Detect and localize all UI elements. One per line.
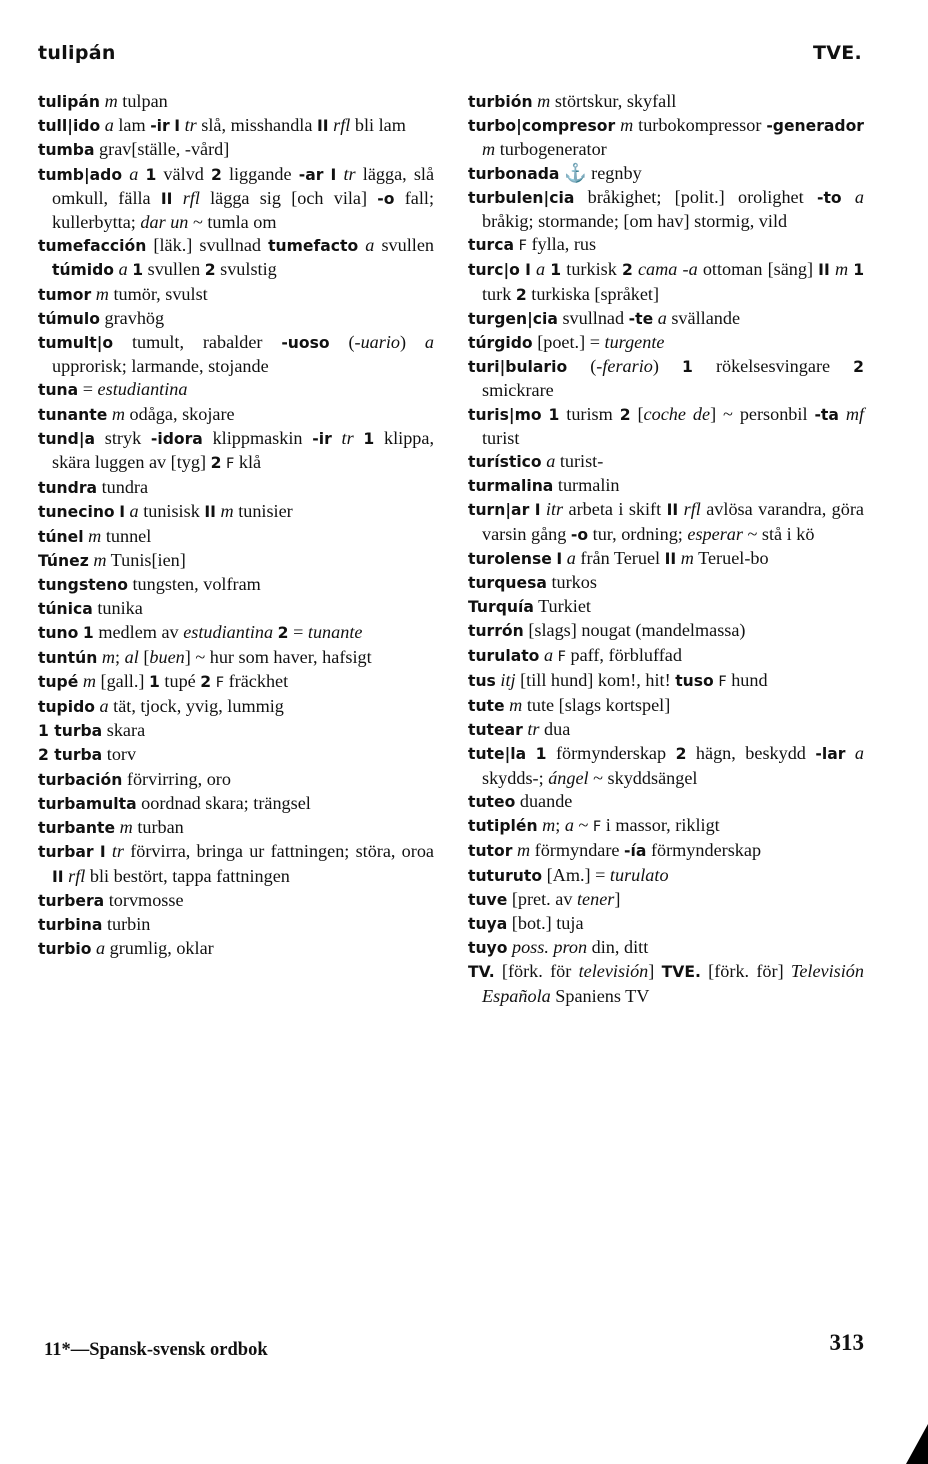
- dictionary-entry: tull|ido a lam -ir I tr slå, misshandla II rfl bli lam: [38, 115, 406, 136]
- footer-book-title: 11*—Spansk-svensk ordbok: [44, 1340, 268, 1360]
- dictionary-entry: turbante m turban: [38, 817, 184, 838]
- dictionary-entry: turbonada ⚓ regnby: [468, 162, 642, 183]
- dictionary-entry: túrgido [poet.] = turgente: [468, 332, 665, 353]
- dictionary-entry: Túnez m Tunis[ien]: [38, 549, 186, 570]
- dictionary-entry: tupido a tät, tjock, yvig, lummig: [38, 696, 284, 717]
- dictionary-entry: tuve [pret. av tener]: [468, 888, 621, 909]
- page-number: 313: [829, 1330, 864, 1355]
- dictionary-entry: TV. [förk. för televisión] TVE. [förk. för] Televisión Española Spaniens TV: [468, 961, 864, 1006]
- dictionary-entry: tumb|ado a 1 välvd 2 liggande -ar I tr lägga, slå omkull, fälla II rfl lägga sig [och vila] -o fall; kullerbytta; dar un ~ tumla om: [38, 163, 435, 233]
- dictionary-entry: tutear tr dua: [468, 719, 571, 740]
- scan-edge-mark: [906, 1424, 928, 1464]
- dictionary-entry: turolense I a från Teruel II m Teruel-bo: [468, 547, 769, 568]
- dictionary-entry: tus itj [till hund] kom!, hit! tuso F hund: [468, 669, 768, 690]
- dictionary-entry: turquesa turkos: [468, 572, 597, 593]
- dictionary-entry: turbo|compresor m turbokompressor -generador m turbogenerator: [468, 115, 864, 160]
- dictionary-entry: turulato a F paff, förbluffad: [468, 644, 682, 665]
- right-column: [468, 90, 864, 1008]
- dictionary-entry: tumefacción [läk.] svullnad tumefacto a svullen túmido a 1 svullen 2 svulstig: [38, 235, 434, 280]
- left-column: [38, 90, 434, 961]
- dictionary-entry: turbar I tr förvirra, bringa ur fattningen; störa, oroa II rfl bli bestört, tappa fattningen: [38, 841, 434, 886]
- dictionary-entry: turgen|cia svullnad -te a svällande: [468, 307, 741, 328]
- dictionary-entry: turis|mo 1 turism 2 [coche de] ~ personbil -ta mf turist: [468, 403, 865, 448]
- dictionary-entry: tumult|o tumult, rabalder -uoso (-uario) a upprorisk; larmande, stojande: [38, 332, 434, 377]
- dictionary-entry: tumor m tumör, svulst: [38, 283, 208, 304]
- dictionary-entry: túnel m tunnel: [38, 525, 152, 546]
- running-head-left: tulipán: [38, 42, 116, 64]
- dictionary-entry: turc|o I a 1 turkisk 2 cama -a ottoman [säng] II m 1 turk 2 turkiska [språket]: [468, 259, 865, 304]
- dictionary-entry: tupé m [gall.] 1 tupé 2 F fräckhet: [38, 670, 289, 691]
- dictionary-entry: tuya [bot.] tuja: [468, 912, 584, 933]
- dictionary-entry: turbina turbin: [38, 913, 151, 934]
- dictionary-entry: tungsteno tungsten, volfram: [38, 574, 261, 595]
- dictionary-entry: tundra tundra: [38, 477, 149, 498]
- dictionary-entry: turi|bulario (-ferario) 1 rökelsesvingare 2 smickrare: [468, 356, 864, 401]
- dictionary-entry: turbación förvirring, oro: [38, 768, 231, 789]
- dictionary-entry: 1 turba skara: [38, 720, 146, 741]
- dictionary-entry: tuyo poss. pron din, ditt: [468, 937, 649, 958]
- dictionary-entry: tute m tute [slags kortspel]: [468, 695, 671, 716]
- dictionary-entry: turbio a grumlig, oklar: [38, 938, 214, 959]
- dictionary-entry: tunante m odåga, skojare: [38, 403, 235, 424]
- dictionary-entry: turbera torvmosse: [38, 889, 184, 910]
- dictionary-entry: tund|a stryk -idora klippmaskin -ir tr 1 klippa, skära luggen av [tyg] 2 F klå: [38, 427, 435, 473]
- dictionary-entry: turca F fylla, rus: [468, 234, 597, 255]
- dictionary-entry: turbión m störtskur, skyfall: [468, 91, 677, 111]
- dictionary-entry: turbamulta oordnad skara; trängsel: [38, 792, 311, 813]
- dictionary-entry: túnica tunika: [38, 598, 143, 619]
- dictionary-entry: turbulen|cia bråkighet; [polit.] orolighet -to a bråkig; stormande; [om hav] stormig, vild: [468, 186, 865, 232]
- running-head-right: TVE.: [812, 42, 862, 64]
- dictionary-entry: tulipán m tulpan: [38, 91, 168, 111]
- dictionary-entry: tuno 1 medlem av estudiantina 2 = tunante: [38, 622, 363, 643]
- dictionary-entry: tuna = estudiantina: [38, 379, 188, 400]
- dictionary-entry: tutor m förmyndare -ía förmynderskap: [468, 840, 762, 861]
- dictionary-entry: tuntún m; al [buen] ~ hur som haver, hafsigt: [38, 646, 372, 667]
- dictionary-entry: turístico a turist-: [468, 451, 604, 472]
- dictionary-entry: túmulo gravhög: [38, 307, 165, 328]
- dictionary-entry: Turquía Turkiet: [468, 596, 591, 617]
- dictionary-entry: turn|ar I itr arbeta i skift II rfl avlösa varandra, göra varsin gång -o tur, ordning; esperar ~ stå i kö: [468, 499, 865, 544]
- dictionary-entry: tute|la 1 förmynderskap 2 hägn, beskydd -lar a skydds-; ángel ~ skyddsängel: [468, 743, 864, 788]
- dictionary-entry: 2 turba torv: [38, 744, 137, 765]
- dictionary-entry: tunecino I a tunisisk II m tunisier: [38, 501, 293, 522]
- dictionary-entry: tutiplén m; a ~ F i massor, rikligt: [468, 815, 720, 836]
- dictionary-entry: tuturuto [Am.] = turulato: [468, 864, 669, 885]
- dictionary-entry: tumba grav[ställe, -vård]: [38, 139, 230, 160]
- dictionary-entry: tuteo duande: [468, 790, 573, 811]
- dictionary-entry: turmalina turmalin: [468, 475, 620, 496]
- dictionary-entry: turrón [slags] nougat (mandelmassa): [468, 620, 746, 641]
